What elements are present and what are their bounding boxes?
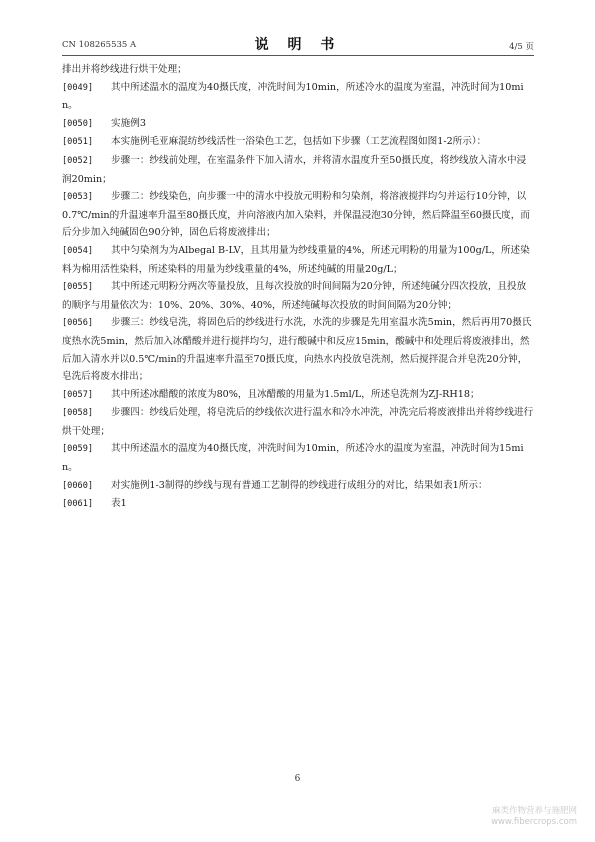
paragraph	[62, 133, 534, 152]
paragraph-number: [0060]	[62, 480, 94, 491]
paragraph-number: [0052]	[62, 155, 94, 166]
paragraph-number: [0059]	[62, 444, 94, 455]
paragraph-text: 实施例3	[111, 117, 146, 129]
paragraph	[62, 115, 534, 134]
paragraph-number: [0055]	[62, 282, 94, 293]
paragraph	[62, 477, 534, 496]
paragraph	[62, 404, 534, 440]
page-header	[62, 34, 534, 54]
paragraph-text: 步骤四：纱线后处理，将皂洗后的纱线依次进行温水和冷水冲洗，冲洗完后将废液排出并将纱线进行烘干处理；	[62, 407, 534, 437]
paragraph-number: [0056]	[62, 318, 94, 329]
paragraph-text: 其中匀染剂为为Albegal B-LV，且其用量为纱线重量的4%，所述元明粉的用量为100g/L，所述染料为棉用活性染料，所述染料的用量为纱线重量的4%，所述纯碱的用量20g/L；	[62, 244, 530, 275]
paragraph-text: 步骤三：纱线皂洗，将固色后的纱线进行水洗，水洗的步骤是先用室温水洗5min，然后再用70摄氏度热水洗5min，然后加入冰醋酸并进行搅拌均匀，进行酸碱中和反应15min，酸碱中和处理后将废液排出，然后加入清水并以0.5℃/min的升温速率升温至70摄氏度，向热水内投放皂洗剂，然后搅拌混合并皂洗20分钟，皂洗后将废水排出；	[62, 317, 532, 383]
paragraph-text: 步骤二：纱线染色，向步骤一中的清水中投放元明粉和匀染剂，将溶液搅拌均匀并运行10分钟，以0.7℃/min的升温速率升温至80摄氏度，并向溶液内加入染料，并保温浸泡30分钟，然后降温至60摄氏度，而后分步加入纯碱固色90分钟，固色后将废液排出；	[62, 191, 530, 239]
paragraph-text: 其中所述元明粉分两次等量投放，且每次投放的时间间隔为20分钟，所述纯碱分四次投放，且投放的顺序与用量依次为：10%、20%、30%、40%，所述纯碱每次投放的时间间隔为20分钟；	[62, 281, 527, 311]
page-indicator: 4/5 页	[509, 42, 534, 52]
paragraph	[62, 386, 534, 405]
paragraph-number: [0054]	[62, 245, 94, 256]
paragraph	[62, 314, 534, 385]
header-rule	[62, 55, 534, 56]
paragraph-number: [0061]	[62, 499, 94, 510]
paragraph-text: 步骤一：纱线前处理，在室温条件下加入清水，并将清水温度升至50摄氏度，将纱线放入清水中浸润20min；	[62, 154, 527, 185]
paragraph	[62, 242, 534, 278]
paragraph-number: [0058]	[62, 408, 94, 419]
paragraph-text: 其中所述冰醋酸的浓度为80%，且冰醋酸的用量为1.5ml/L，所述皂洗剂为ZJ-RH18；	[111, 388, 480, 400]
paragraph-text: 本实施例毛亚麻混纺纱线活性一浴染色工艺，包括如下步骤（工艺流程图如图1-2所示）：	[111, 136, 487, 148]
paragraph-text: 其中所述温水的温度为40摄氏度，冲洗时间为10min，所述冷水的温度为室温，冲洗时间为10min。	[62, 81, 524, 112]
paragraph-number: [0049]	[62, 82, 94, 93]
paragraph	[62, 152, 534, 188]
paragraph-text: 排出并将纱线进行烘干处理；	[62, 64, 187, 75]
paragraph-text: 对实施例1-3制得的纱线与现有普通工艺制得的纱线进行成组分的对比，结果如表1所示：	[111, 479, 488, 491]
paragraph-number: [0050]	[62, 118, 94, 129]
paragraph-number: [0057]	[62, 389, 94, 400]
paragraph	[62, 79, 534, 115]
site-watermark	[491, 806, 577, 828]
document-body	[62, 61, 534, 514]
paragraph	[62, 61, 534, 79]
paragraph	[62, 440, 534, 476]
watermark-url: www.fibercrops.com	[491, 817, 577, 827]
paragraph-text: 其中所述温水的温度为40摄氏度，冲洗时间为10min，所述冷水的温度为室温，冲洗时间为15min。	[62, 443, 524, 474]
paragraph	[62, 278, 534, 314]
paragraph	[62, 188, 534, 242]
paragraph	[62, 495, 534, 514]
document-title: 说 明 书	[254, 37, 342, 53]
watermark-title: 麻类作物营养与施肥网	[491, 806, 577, 816]
page-number: 6	[294, 774, 301, 784]
paragraph-number: [0051]	[62, 137, 94, 148]
paragraph-number: [0053]	[62, 192, 94, 203]
patent-number: CN 108265535 A	[62, 40, 137, 50]
paragraph-text: 表1	[111, 498, 127, 510]
